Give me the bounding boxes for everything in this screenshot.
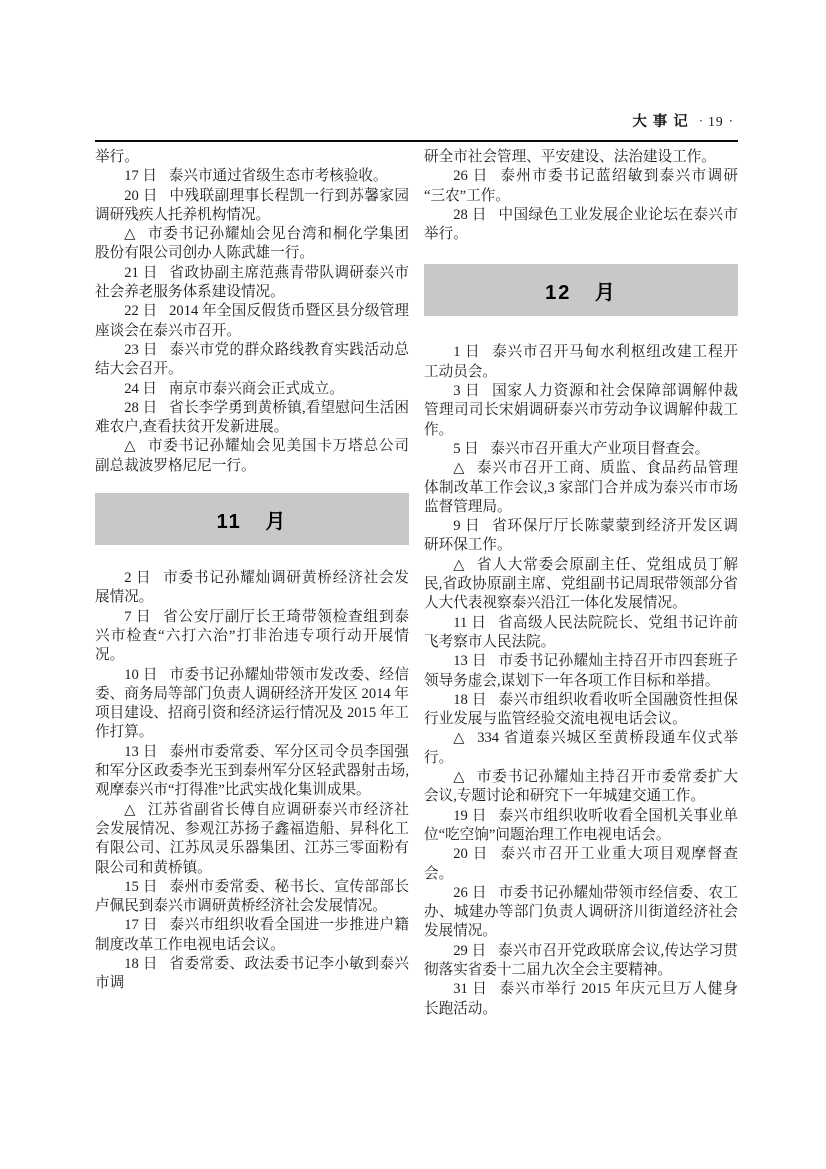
chronicle-entry [95,187,409,226]
chronicle-entry [95,264,409,303]
entry-text: 省人大常委会原副主任、党组成员丁解民,省政协原副主席、党组副书记周珉带领部分省人大代表视察泰兴沿江一体化发展情况。 [424,556,738,612]
chronicle-entry [424,556,738,614]
chronicle-continuation [424,148,738,167]
entry-date: 26 日 [453,168,489,185]
chronicle-entry [424,343,738,382]
entry-date: 11 日 [453,614,487,631]
entry-date: 13 日 [453,653,487,670]
entry-date: 26 日 [453,884,487,901]
chronicle-entry [95,380,409,399]
chronicle-entry [95,878,409,917]
entry-date: 18 日 [124,955,158,972]
chronicle-entry [95,341,409,380]
running-title: 大事记 [632,114,694,130]
entry-date: △ [453,460,466,477]
entry-date: 22 日 [124,303,158,320]
entry-text: 泰州市委常委、秘书长、宣传部部长卢佩民到泰兴市调研黄桥经济社会发展情况。 [95,878,409,915]
entry-date: 24 日 [124,380,158,397]
month-label: 12 月 [545,281,617,304]
chronicle-entry [424,382,738,440]
entry-text: 省高级人民法院院长、党组书记许前飞考察市人民法院。 [424,614,738,650]
entry-date: 19 日 [453,807,487,824]
month-section-december [424,264,738,316]
chronicle-entry [424,845,738,884]
chronicle-entry [424,942,738,981]
chronicle-entry [424,167,738,206]
entry-text: 泰兴市召开重大产业项目督查会。 [490,440,710,457]
chronicle-entry [424,980,738,1019]
entry-text: 省公安厅副厅长王琦带领检查组到泰兴市检查“六打六治”打非治违专项行动开展情况。 [95,608,409,664]
entry-text: 泰州市委常委、军分区司令员李国强和军分区政委李光玉到泰州军分区轻武器射击场,观摩泰兴市“打得准”比武实战化集训成果。 [95,743,409,799]
month-section-november [95,493,409,545]
entry-date: 17 日 [124,168,158,185]
entry-text: 泰兴市组织收看全国进一步推进户籍制度改革工作电视电话会议。 [95,917,409,953]
entry-date: 1 日 [453,344,481,361]
entry-text: 2014 年全国反假货币暨区县分级管理座谈会在泰兴市召开。 [95,303,409,339]
entry-text: 泰兴市召开工商、质监、食品药品管理体制改革工作会议,3 家部门合并成为泰兴市市场监督管理局。 [424,460,738,515]
entry-text: 研全市社会管理、平安建设、法治建设工作。 [424,149,716,165]
entry-text: 市委书记孙耀灿主持召开市四套班子领导务虚会,谋划下一年各项工作目标和举措。 [424,653,738,689]
entry-date: 15 日 [124,878,158,895]
entry-text: 泰兴市召开党政联席会议,传达学习贯彻落实省委十二届九次全会主要精神。 [424,942,738,978]
chronicle-entry [424,729,738,768]
entry-date: △ [453,556,466,573]
entry-date: 21 日 [124,264,158,281]
entry-text: 江苏省副省长傅自应调研泰兴市经济社会发展情况、参观江苏扬子鑫福造船、昇科化工有限公司、江苏凤灵乐器集团、江苏三零面粉有限公司和黄桥镇。 [95,801,409,876]
content-columns [95,148,738,1019]
entry-text: 省委常委、政法委书记李小敏到泰兴市调 [95,955,409,992]
header-rule [95,140,738,142]
chronicle-entry [424,807,738,846]
entry-date: 18 日 [453,691,487,708]
entry-text: 省政协副主席范燕青带队调研泰兴市社会养老服务体系建设情况。 [95,264,409,301]
entry-date: 3 日 [453,383,481,400]
entry-date: 23 日 [124,341,158,358]
chronicle-entry [95,801,409,878]
entry-date: △ [453,769,466,786]
header-dot-left: · [698,113,704,128]
entry-text: 泰兴市召开马甸水利枢纽改建工程开工动员会。 [424,344,738,380]
chronicle-continuation [95,148,409,167]
entry-text: 市委书记孙耀灿会见台湾和桐化学集团股份有限公司创办人陈武雄一行。 [95,226,409,262]
chronicle-entry [424,768,738,807]
chronicle-entry [424,691,738,730]
header-dot-right: · [728,113,733,128]
entry-text: 市委书记孙耀灿调研黄桥经济社会发展情况。 [95,570,409,606]
left-column [95,148,409,994]
entry-date: 9 日 [453,518,481,535]
entry-date: 28 日 [124,399,158,416]
chronicle-entry [95,569,409,608]
entry-text: 泰兴市召开工业重大项目观摩督查会。 [424,846,738,882]
chronicle-entry [424,884,738,942]
entry-date: 10 日 [124,666,158,683]
entry-text: 中国绿色工业发展企业论坛在泰兴市举行。 [424,206,738,243]
entry-date: 29 日 [453,942,487,959]
entry-text: 省环保厅厅长陈蒙蒙到经济开发区调研环保工作。 [424,518,738,554]
entry-date: 5 日 [453,440,479,457]
entry-date: 20 日 [453,846,489,863]
chronicle-entry [424,459,738,517]
running-header [95,112,738,132]
entry-date: 28 日 [453,206,487,223]
entry-text: 省长李学勇到黄桥镇,看望慰问生活困难农户,查看扶贫开发新进展。 [95,399,409,436]
entry-date: 7 日 [124,608,152,625]
chronicle-entry [95,167,409,186]
right-column [424,148,738,1019]
chronicle-entry [424,652,738,691]
entry-date: △ [124,438,137,455]
chronicle-entry [95,399,409,438]
entry-text: 南京市泰兴商会正式成立。 [168,380,344,397]
entry-text: 国家人力资源和社会保障部调解仲裁管理司司长宋娟调研泰兴市劳动争议调解仲裁工作。 [424,383,738,438]
chronicle-entry [424,517,738,556]
chronicle-entry [424,206,738,245]
entry-text: 中残联副理事长程凯一行到苏馨家园调研残疾人托养机构情况。 [95,187,409,223]
entry-text: 泰兴市组织收看收听全国融资性担保行业发展与监管经验交流电视电话会议。 [424,691,738,728]
entry-text: 泰兴市组织收听收看全国机关事业单位“吃空饷”问题治理工作电视电话会。 [424,807,738,843]
entry-date: △ [124,226,137,243]
chronicle-entry [95,743,409,801]
chronicle-entry [95,666,409,743]
chronicle-entry [95,225,409,264]
entry-text: 举行。 [95,149,139,165]
entry-date: △ [453,730,466,747]
entry-date: 20 日 [124,187,158,204]
entry-text: 334 省道泰兴城区至黄桥段通车仪式举行。 [424,730,738,766]
chronicle-entry [424,440,738,459]
month-label: 11 月 [216,510,288,533]
entry-text: 市委书记孙耀灿主持召开市委常委扩大会议,专题讨论和研究下一年城建交通工作。 [424,769,738,805]
entry-date: 13 日 [124,743,158,760]
entry-date: △ [124,801,137,818]
chronicle-entry [95,916,409,955]
entry-date: 2 日 [124,570,152,587]
chronicle-entry [424,614,738,653]
entry-text: 市委书记孙耀灿会见美国卡万塔总公司副总裁波罗格尼尼一行。 [95,438,409,474]
entry-text: 泰兴市举行 2015 年庆元旦万人健身长跑活动。 [424,981,738,1017]
chronicle-entry [95,302,409,341]
entry-date: 31 日 [453,981,488,998]
entry-text: 市委书记孙耀灿带领市发改委、经信委、商务局等部门负责人调研经济开发区 2014 年项目建设、招商引资和经济运行情况及 2015 年工作打算。 [95,666,409,741]
entry-text: 泰兴市通过省级生态市考核验收。 [168,168,388,185]
page-number: 19 [708,114,724,129]
chronicle-entry [95,955,409,994]
entry-text: 泰州市委书记蓝绍敏到泰兴市调研 “三农”工作。 [424,168,738,204]
chronicle-entry [95,608,409,666]
chronicle-entry [95,437,409,476]
entry-text: 泰兴市党的群众路线教育实践活动总结大会召开。 [95,341,409,378]
entry-text: 市委书记孙耀灿带领市经信委、农工办、城建办等部门负责人调研济川街道经济社会发展情况。 [424,884,738,940]
entry-date: 17 日 [124,917,158,934]
